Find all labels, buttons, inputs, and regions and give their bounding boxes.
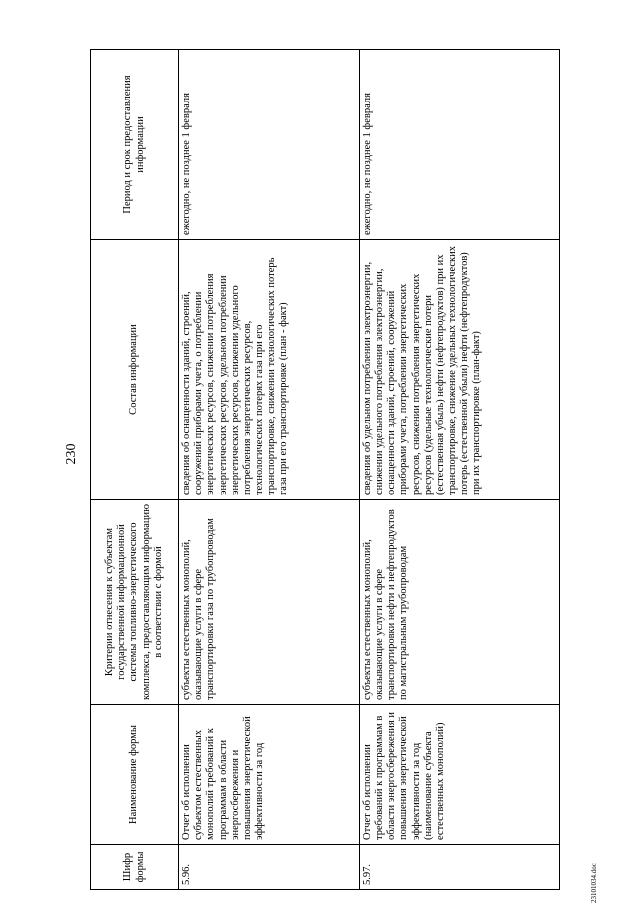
cell-criteria: субъекты естественных монополий, оказывающие услуги в сфере транспортировки газа по трубопроводам: [179, 500, 360, 705]
cell-composition: сведения об удельном потреблении электроэнергии, снижении удельного потребления электроэнергии, оснащенности зданий, строений, сооружений приборами учета, потреблении энергетических ресурсов, снижении потребления энергетических ресурсов (удельные технологические потери (естественная убыль) нефти (нефтепродуктов) при их транспортировке, снижение удельных технологических потерь (естественной убыли) нефти (нефтепродуктов) при их транспортировке (план-факт): [359, 240, 559, 500]
page-number: 230: [64, 443, 79, 465]
cell-criteria: субъекты естественных монополий, оказывающие услуги в сфере транспортировки нефти и нефтепродуктов по магистральным трубопроводам: [359, 500, 559, 705]
header-criteria: Критерии отнесения к субъектам государственной информационной системы топливно-энергетического комплекса, предоставляющим информацию в соответствии с формой: [91, 500, 179, 705]
forms-table: [90, 49, 560, 890]
document-code: 23101034.doc: [590, 863, 598, 903]
header-code: Шифр формы: [91, 845, 179, 890]
header-period: Период и срок предоставления информации: [91, 50, 179, 240]
cell-composition: сведения об оснащенности зданий, строений, сооружений приборами учета, о потреблении энергетических ресурсов, снижении потребления энергетических ресурсов, удельном потреблении энергетических ресурсов, снижении удельного потребления энергетических ресурсов, технологических потерях газа при его транспортировке, снижении технологических потерь газа при его транспортировке (план - факт): [179, 240, 360, 500]
cell-code: 5.97.: [359, 845, 559, 890]
table-row: [179, 50, 360, 890]
cell-name: Отчет об исполнении субъектом естественных монополий требований к программам в области энергосбережения и повышения энергетической эффективности за год: [179, 705, 360, 845]
cell-period: ежегодно, не позднее 1 февраля: [359, 50, 559, 240]
header-composition: Состав информации: [91, 240, 179, 500]
table-row: [359, 50, 559, 890]
cell-name: Отчет об исполнении требований к программам в области энергосбережения и повышения энергетической эффективности за год (наименование субъекта естественных монополий): [359, 705, 559, 845]
table-header-row: [91, 50, 179, 890]
cell-code: 5.96.: [179, 845, 360, 890]
rotated-table-sheet: [90, 50, 560, 890]
header-name: Наименование формы: [91, 705, 179, 845]
cell-period: ежегодно, не позднее 1 февраля: [179, 50, 360, 240]
